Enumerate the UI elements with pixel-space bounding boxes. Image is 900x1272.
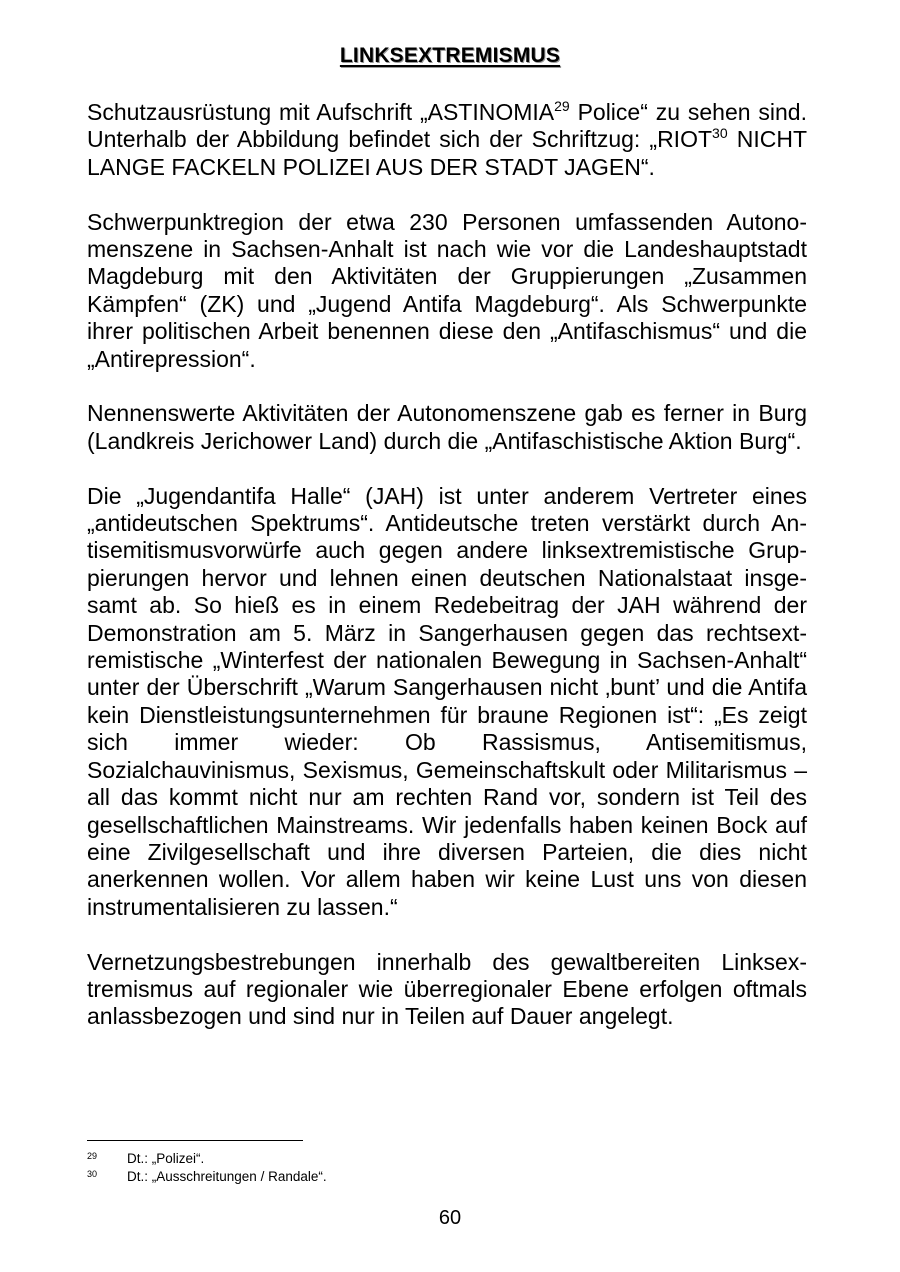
footnote-text: Dt.: „Ausschreitungen / Randale“. — [127, 1169, 327, 1184]
footnote-30 — [87, 1168, 807, 1186]
footnote-ref-29: 29 — [554, 98, 570, 114]
paragraph-2: Schwerpunktregion der etwa 230 Personen umfassenden Autonomenszene in Sachsen-Anhalt ist nach wie vor die Landeshauptstadt Magdeburg mit den Aktivitäten der Gruppierungen „Zusammen Kämpfen“ (ZK) und „Jugend Antifa Magdeburg“. Als Schwerpunkte ihrer politischen Arbeit benennen diese den „Antifaschismus“ und die „Antirepression“. — [87, 208, 807, 372]
footnote-text: Dt.: „Polizei“. — [127, 1151, 205, 1166]
footnotes — [87, 1150, 807, 1186]
paragraph-3: Nennenswerte Aktivitäten der Autonomenszene gab es ferner in Burg (Landkreis Jerichower Land) durch die „Antifaschistische Aktion Burg“. — [87, 400, 807, 454]
footnote-divider — [87, 1140, 303, 1141]
page-number: 60 — [438, 1207, 462, 1229]
page-header-title: LINKSEXTREMISMUS — [339, 44, 561, 67]
paragraph-4: Die „Jugendantifa Halle“ (JAH) ist unter anderem Vertreter eines „antideutschen Spektrums“. Antideutsche treten verstärkt durch Antisemitismusvorwürfe auch gegen andere linksextremistische Gruppierungen hervor und lehnen einen deutschen Nationalstaat insgesamt ab. So hieß es in einem Redebeitrag der JAH während der Demonstration am 5. März in Sangerhausen gegen das rechtsextremistische „Winterfest der nationalen Bewegung in Sachsen-Anhalt“ unter der Überschrift „Warum Sangerhausen nicht ‚bunt’ und die Antifa kein Dienstleistungsunternehmen für braune Regionen ist“: „Es zeigt sich immer wieder: Ob Rassismus, Antisemitismus, Sozialchauvinismus, Sexismus, Gemeinschaftskult oder Militarismus – all das kommt nicht nur am rechten Rand vor, sondern ist Teil des gesellschaftlichen Mainstreams. Wir jedenfalls haben keinen Bock auf eine Zivilgesellschaft und ihre diversen Parteien, die dies nicht anerkennen wollen. Vor allem haben wir keine Lust uns von diesen instrumentalisieren zu lassen.“ — [87, 482, 807, 920]
paragraph-1-text-middle: Police“ zu sehen sind. Unterhalb der Abbildung befindet sich der Schriftzug: „RIOT — [87, 99, 807, 153]
paragraph-1-text-start: Schutzausrüstung mit Aufschrift „ASTINOMIA — [87, 99, 555, 125]
paragraph-1 — [87, 99, 807, 181]
paragraph-5: Vernetzungsbestrebungen innerhalb des gewaltbereiten Linksextremismus auf regionaler wie überregionaler Ebene erfolgen oftmals anlassbezogen und sind nur in Teilen auf Dauer angelegt. — [87, 948, 807, 1030]
paragraph-1-text-end: NICHT LANGE FACKELN POLIZEI AUS DER STADT JAGEN“. — [87, 126, 807, 180]
footnote-number: 30 — [87, 1169, 98, 1179]
footnote-29 — [87, 1150, 807, 1168]
footnote-ref-30: 30 — [712, 125, 728, 142]
body-text — [87, 99, 807, 1058]
footnote-number: 29 — [87, 1151, 98, 1161]
